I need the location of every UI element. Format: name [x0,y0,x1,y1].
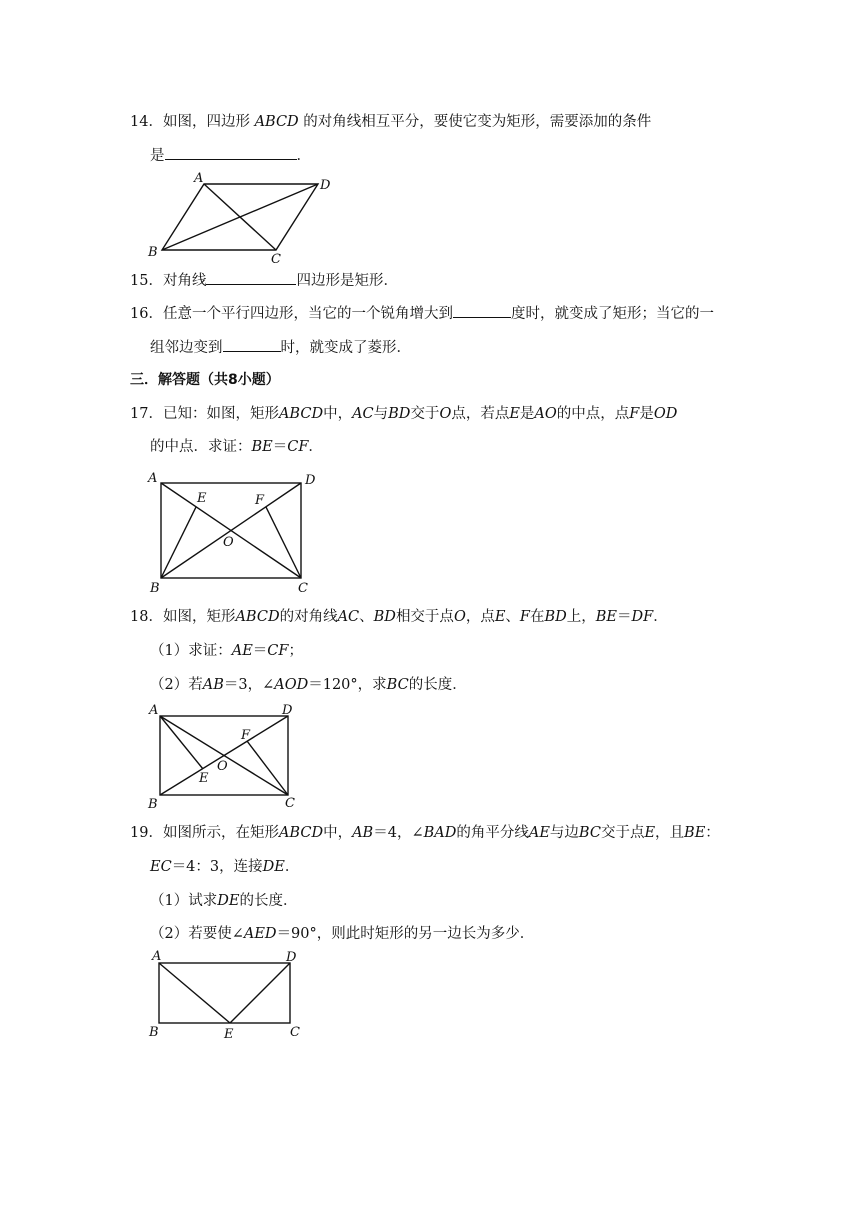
label-e: E [197,491,207,506]
label-c: C [298,581,308,596]
label-c: C [285,796,295,811]
answer-blank[interactable] [165,145,297,160]
question-18-line-1: 18．如图，矩形ABCD的对角线AC、BD相交于点O，点E、F在BD上，BE＝DF． [130,609,668,625]
question-19-part-1: （1）试求DE的长度． [150,893,298,909]
label-e: E [224,1027,234,1042]
question-14-line-1: 14．如图，四边形 ABCD 的对角线相互平分，要使它变为矩形，需要添加的条件 [130,114,652,130]
question-number: 16． [130,306,163,322]
segment-de [230,963,290,1023]
label-f: F [241,728,251,743]
segment-cf [247,741,288,795]
segment-cf [266,507,301,578]
figure-q19-rectangle [145,945,315,1045]
question-17-line-1: 17．已知：如图，矩形ABCD中，AC与BD交于O点，若点E是AO的中点，点F是OD [130,406,678,422]
label-c: C [271,252,281,267]
label-d: D [282,703,293,718]
figure-q17-rectangle [145,468,325,596]
question-19-part-2: （2）若要使∠AED＝90°，则此时矩形的另一边长为多少． [150,926,535,942]
segment-ae [160,716,203,769]
label-a: A [148,471,158,486]
label-d: D [320,178,331,193]
label-d: D [286,950,297,965]
question-18-part-2: （2）若AB＝3，∠AOD＝120°，求BC的长度． [150,677,467,693]
question-18-part-1: （1）求证：AE＝CF； [150,643,303,659]
section-3-heading: 三．解答题（共8小题） [130,372,280,388]
question-15: 15．对角线 四边形是矩形． [130,270,398,291]
question-number: 19． [130,825,163,841]
label-d: D [305,473,316,488]
question-19-line-1: 19．如图所示，在矩形ABCD中，AB＝4，∠BAD的角平分线AE与边BC交于点E，且BE： [130,825,720,841]
label-b: B [148,797,158,812]
label-b: B [150,581,160,596]
figure-q18-rectangle [145,700,315,810]
question-number: 14． [130,114,163,130]
rectangle-abcd [159,963,290,1023]
figure-q14-parallelogram [140,170,340,265]
label-b: B [149,1025,159,1040]
question-16-line-1: 16．任意一个平行四边形，当它的一个锐角增大到 度时，就变成了矩形；当它的一 [130,303,714,324]
segment-be [161,507,196,578]
question-16-line-2: 组邻边变到 时，就变成了菱形． [150,337,411,358]
label-o: O [223,535,234,550]
question-14-line-2: 是 ． [150,145,311,166]
question-number: 15． [130,273,163,289]
label-a: A [152,949,162,964]
question-number: 17． [130,406,163,422]
label-a: A [149,703,159,718]
question-19-line-2: EC＝4：3，连接DE． [150,859,300,875]
label-c: C [290,1025,300,1040]
label-b: B [148,245,158,260]
label-a: A [194,171,204,186]
diagonal-bd [162,184,318,250]
question-17-line-2: 的中点．求证：BE＝CF． [150,439,323,455]
label-o: O [217,759,228,774]
question-number: 18． [130,609,163,625]
label-e: E [199,771,209,786]
label-f: F [255,493,265,508]
answer-blank[interactable] [223,337,281,352]
segment-ae [159,963,230,1023]
answer-blank[interactable] [453,303,511,318]
answer-blank[interactable] [206,270,296,285]
